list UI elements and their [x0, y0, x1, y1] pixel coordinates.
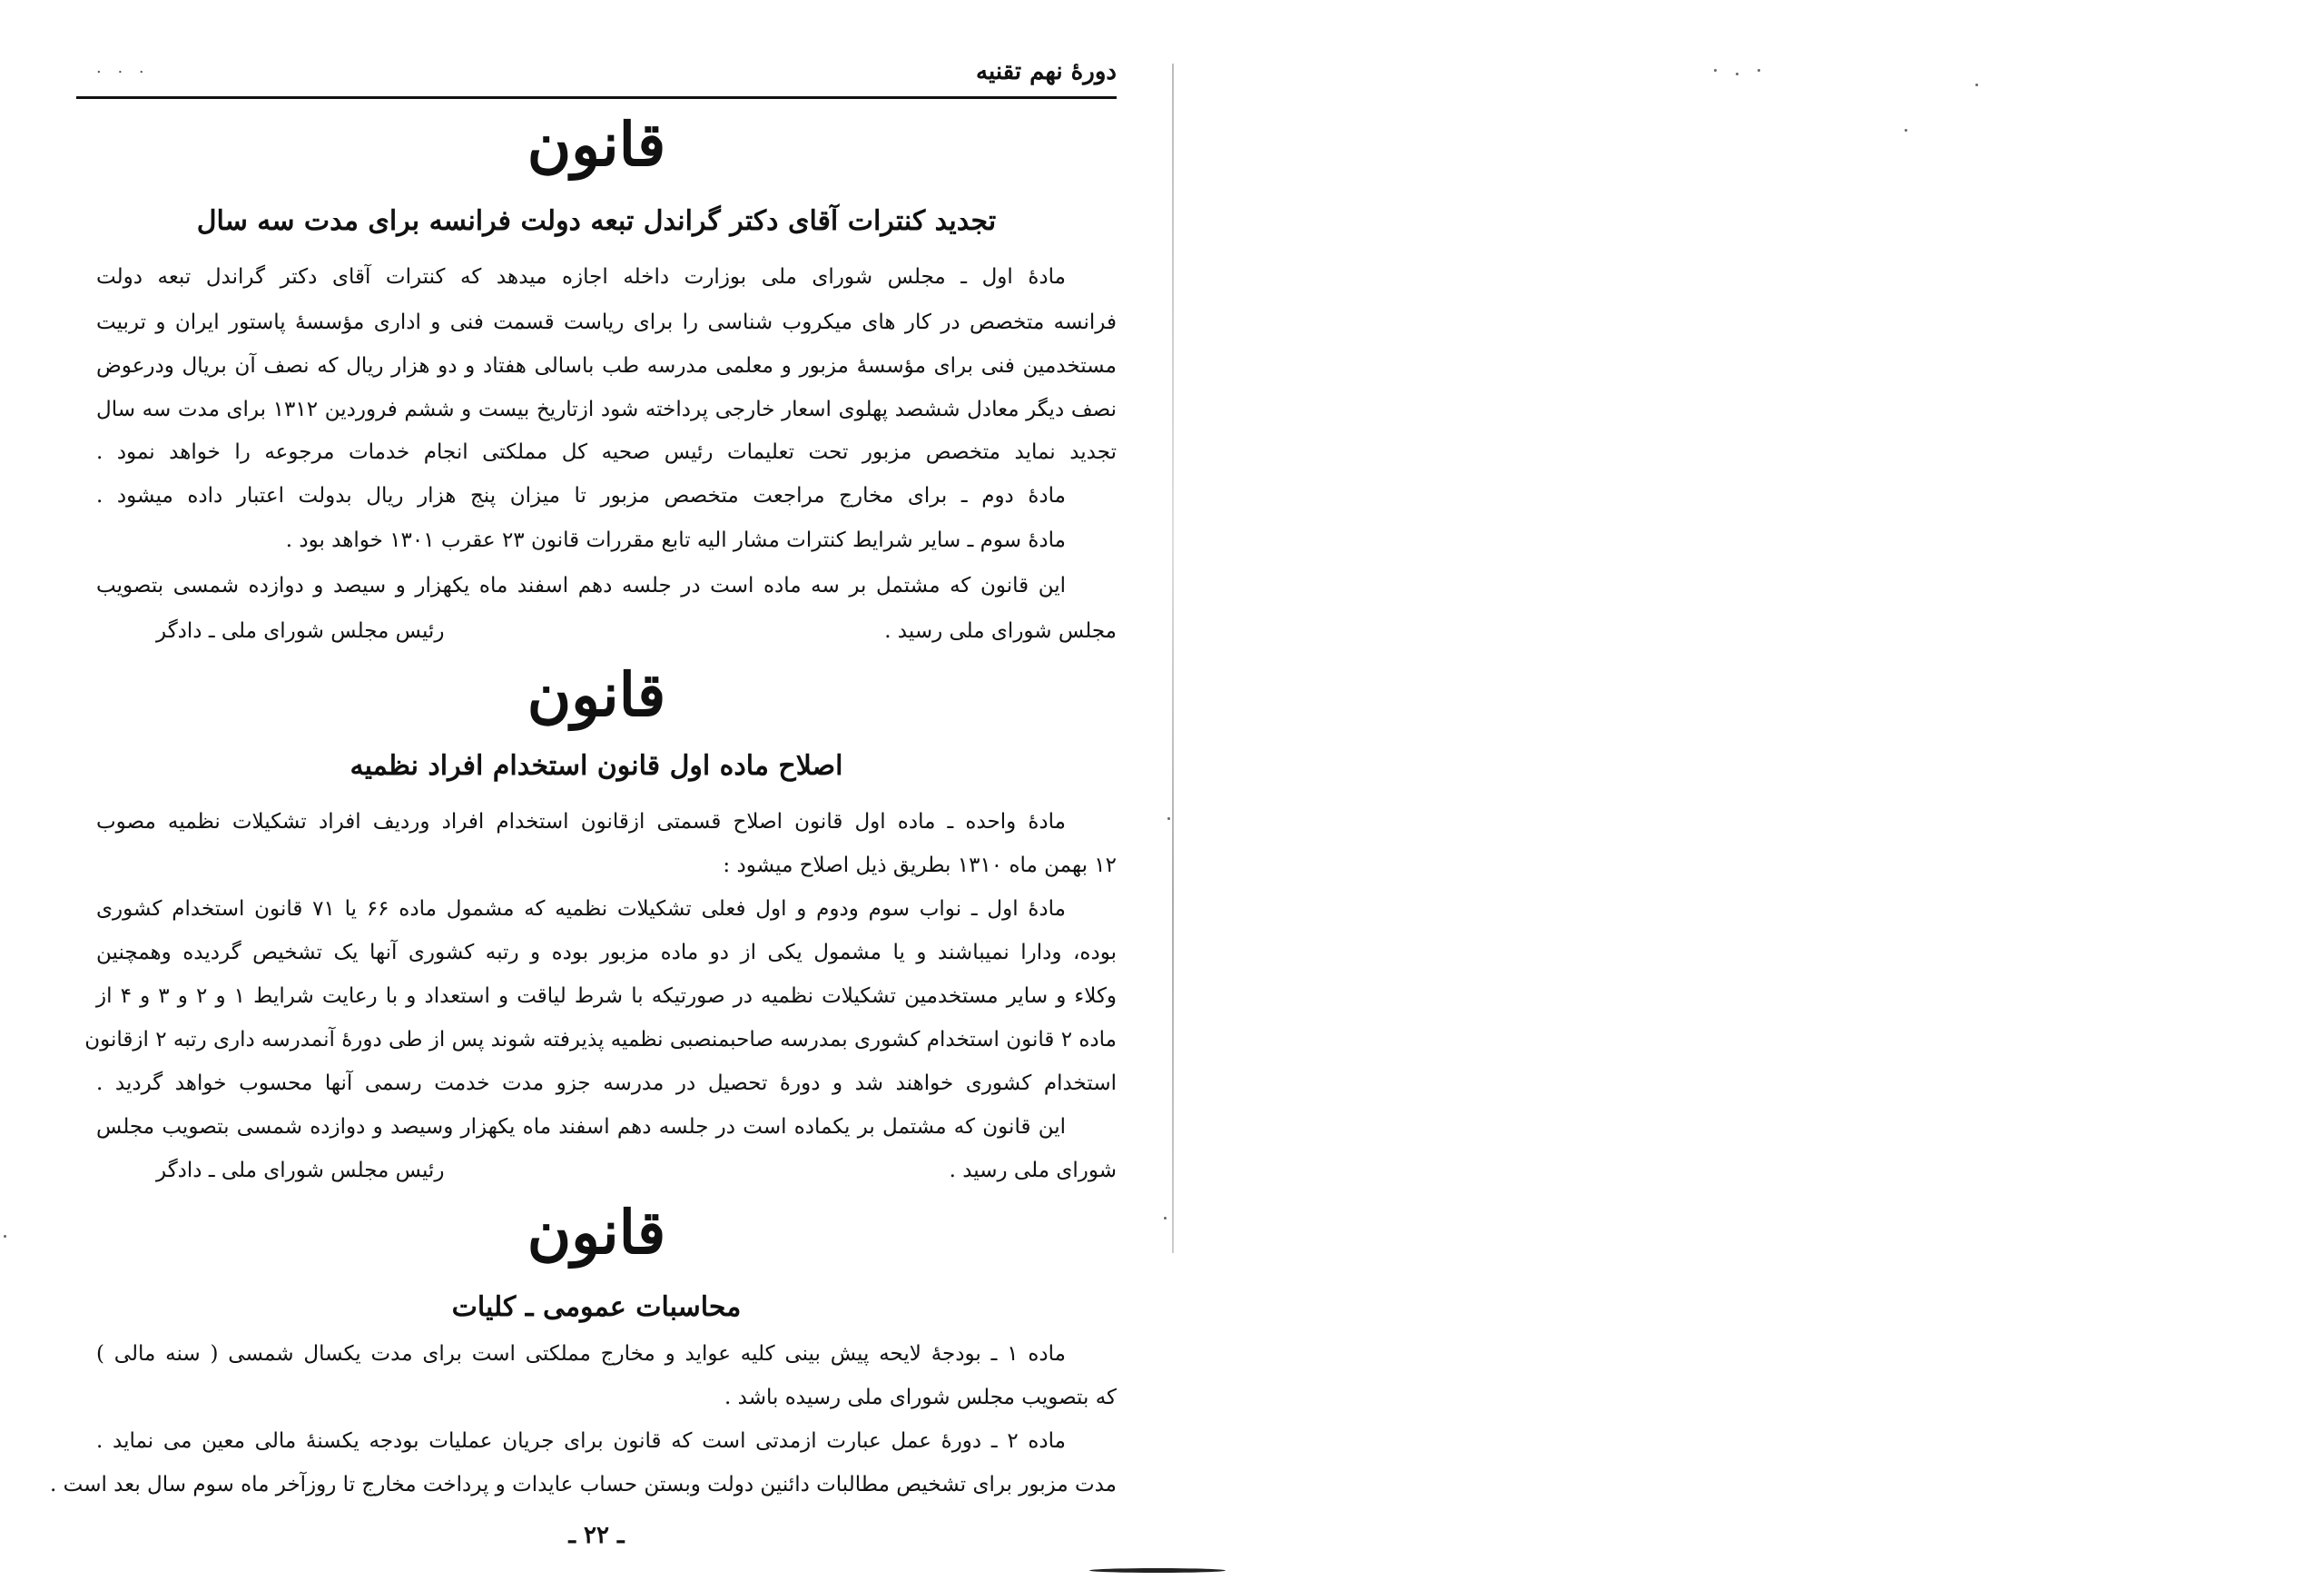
body-line: مجلس شورای ملی رسید . — [884, 619, 1117, 643]
running-head: دورهٔ نهم تقنیه — [976, 58, 1117, 85]
binding-shadow — [1172, 64, 1174, 1253]
law-subtitle: محاسبات عمومی ـ کلیات — [451, 1291, 742, 1323]
scan-speck — [1975, 84, 1978, 86]
body-line: مادهٔ واحده ـ ماده اول قانون اصلاح قسمتی ازقانون استخدام افراد وردیف افراد تشکیلات نظمیه مصوب — [96, 810, 1066, 834]
body-line: ماده ۱ ـ بودجهٔ لایحه پیش بینی کلیه عواید و مخارج مملکتی است برای مدت یکسال شمسی ( سنه مالی ) — [96, 1342, 1066, 1366]
body-line: که بتصویب مجلس شورای ملی رسیده باشد . — [724, 1386, 1117, 1409]
signature-row — [76, 1155, 1117, 1186]
law-subtitle: تجدید کنترات آقای دکتر گراندل تبعه دولت فرانسه برای مدت سه سال — [196, 205, 997, 237]
scan-speck — [4, 1235, 6, 1238]
body-line: بوده، ودارا نمیباشند و یا مشمول یکی از دو ماده مزبور بوده و رتبه کشوری آنها یک تشخیص گردیده وهمچنین — [96, 941, 1117, 964]
body-line: شورای ملی رسید . — [949, 1159, 1117, 1182]
body-line: مستخدمین فنی برای مؤسسهٔ مزبور و معلمی مدرسه طب باسالی هفتاد و دو هزار ریال که نصف آن بریال ودرعوض — [96, 354, 1117, 378]
body-line: ماده ۲ ـ دورهٔ عمل عبارت ازمدتی است که قانون برای جریان عملیات بودجه یکسنهٔ مالی معین می نماید . — [96, 1429, 1067, 1453]
scan-specks: . . . — [96, 58, 150, 77]
body-line: این قانون که مشتمل بر یکماده است در جلسه دهم اسفند ماه یکهزار وسیصد و دوازده شمسی بتصویب مجلس — [96, 1115, 1066, 1139]
scan-smudge — [1089, 1568, 1226, 1573]
body-line: استخدام کشوری خواهند شد و دورهٔ تحصیل در مدرسه جزو مدت خدمت رسمی آنها محسوب خواهد گردید . — [96, 1071, 1117, 1095]
law-title: قانون — [527, 659, 666, 730]
law-title: قانون — [527, 109, 666, 180]
body-line: این قانون که مشتمل بر سه ماده است در جلسه دهم اسفند ماه یکهزار و سیصد و دوازده شمسی بتصویب — [96, 574, 1066, 597]
page-number: ـ ۲۲ ـ — [568, 1522, 625, 1549]
law-subtitle: اصلاح ماده اول قانون استخدام افراد نظمیه — [350, 750, 843, 782]
header-rule — [76, 96, 1117, 99]
scan-speck — [1714, 69, 1717, 72]
signature-row — [76, 616, 1117, 647]
body-line: فرانسه متخصص در کار های میکروب شناسی را برای ریاست قسمت فنی و اداری مؤسسهٔ پاستور ایران و تربیت — [96, 311, 1117, 334]
signature: رئیس مجلس شورای ملی ـ دادگر — [156, 1159, 445, 1182]
body-line: مادهٔ دوم ـ برای مخارج مراجعت متخصص مزبور تا میزان پنج هزار ریال بدولت اعتبار داده میشود . — [96, 484, 1066, 508]
gazette-page — [50, 51, 1118, 1549]
scan-speck — [1164, 1217, 1167, 1220]
scan-speck — [1905, 129, 1907, 132]
body-line: وکلاء و سایر مستخدمین تشکیلات نظمیه در صورتیکه با شرط لیاقت و استعداد و با رعایت شرایط ۱ و ۲ و ۳ و ۴ از — [96, 984, 1118, 1008]
scan-speck — [1736, 73, 1738, 75]
body-line: ماده ۲ قانون استخدام کشوری بمدرسه صاحبمنصبی نظمیه پذیرفته شوند پس از طی دورهٔ آنمدرسه داری رتبه ۲ ازقانون — [84, 1028, 1117, 1052]
body-line: مادهٔ سوم ـ سایر شرایط کنترات مشار الیه تابع مقررات قانون ۲۳ عقرب ۱۳۰۱ خواهد بود . — [285, 528, 1066, 552]
scan-speck — [1758, 69, 1760, 72]
body-line: تجدید نماید متخصص مزبور تحت تعلیمات رئیس صحیه کل مملکتی انجام خدمات مرجوعه را خواهد نمود . — [96, 440, 1117, 464]
signature: رئیس مجلس شورای ملی ـ دادگر — [156, 619, 445, 643]
law-title: قانون — [527, 1197, 666, 1268]
body-line: ۱۲ بهمن ماه ۱۳۱۰ بطریق ذیل اصلاح میشود : — [723, 854, 1117, 877]
scan-speck — [1167, 817, 1170, 820]
body-line: نصف دیگر معادل ششصد پهلوی اسعار خارجی پرداخته شود ازتاریخ بیست و ششم فروردین ۱۳۱۲ برای مدت سه سال — [96, 398, 1117, 421]
body-line: مادهٔ اول ـ نواب سوم ودوم و اول فعلی تشکیلات نظمیه که مشمول ماده ۶۶ یا ۷۱ قانون استخدام کشوری — [96, 897, 1066, 921]
body-line: مادهٔ اول ـ مجلس شورای ملی بوزارت داخله اجازه میدهد که کنترات آقای دکتر گراندل تبعه دولت — [96, 265, 1066, 289]
body-line: مدت مزبور برای تشخیص مطالبات دائنین دولت وبستن حساب عایدات و پرداخت مخارج تا روزآخر ماه سوم سال بعد است . — [50, 1473, 1117, 1496]
